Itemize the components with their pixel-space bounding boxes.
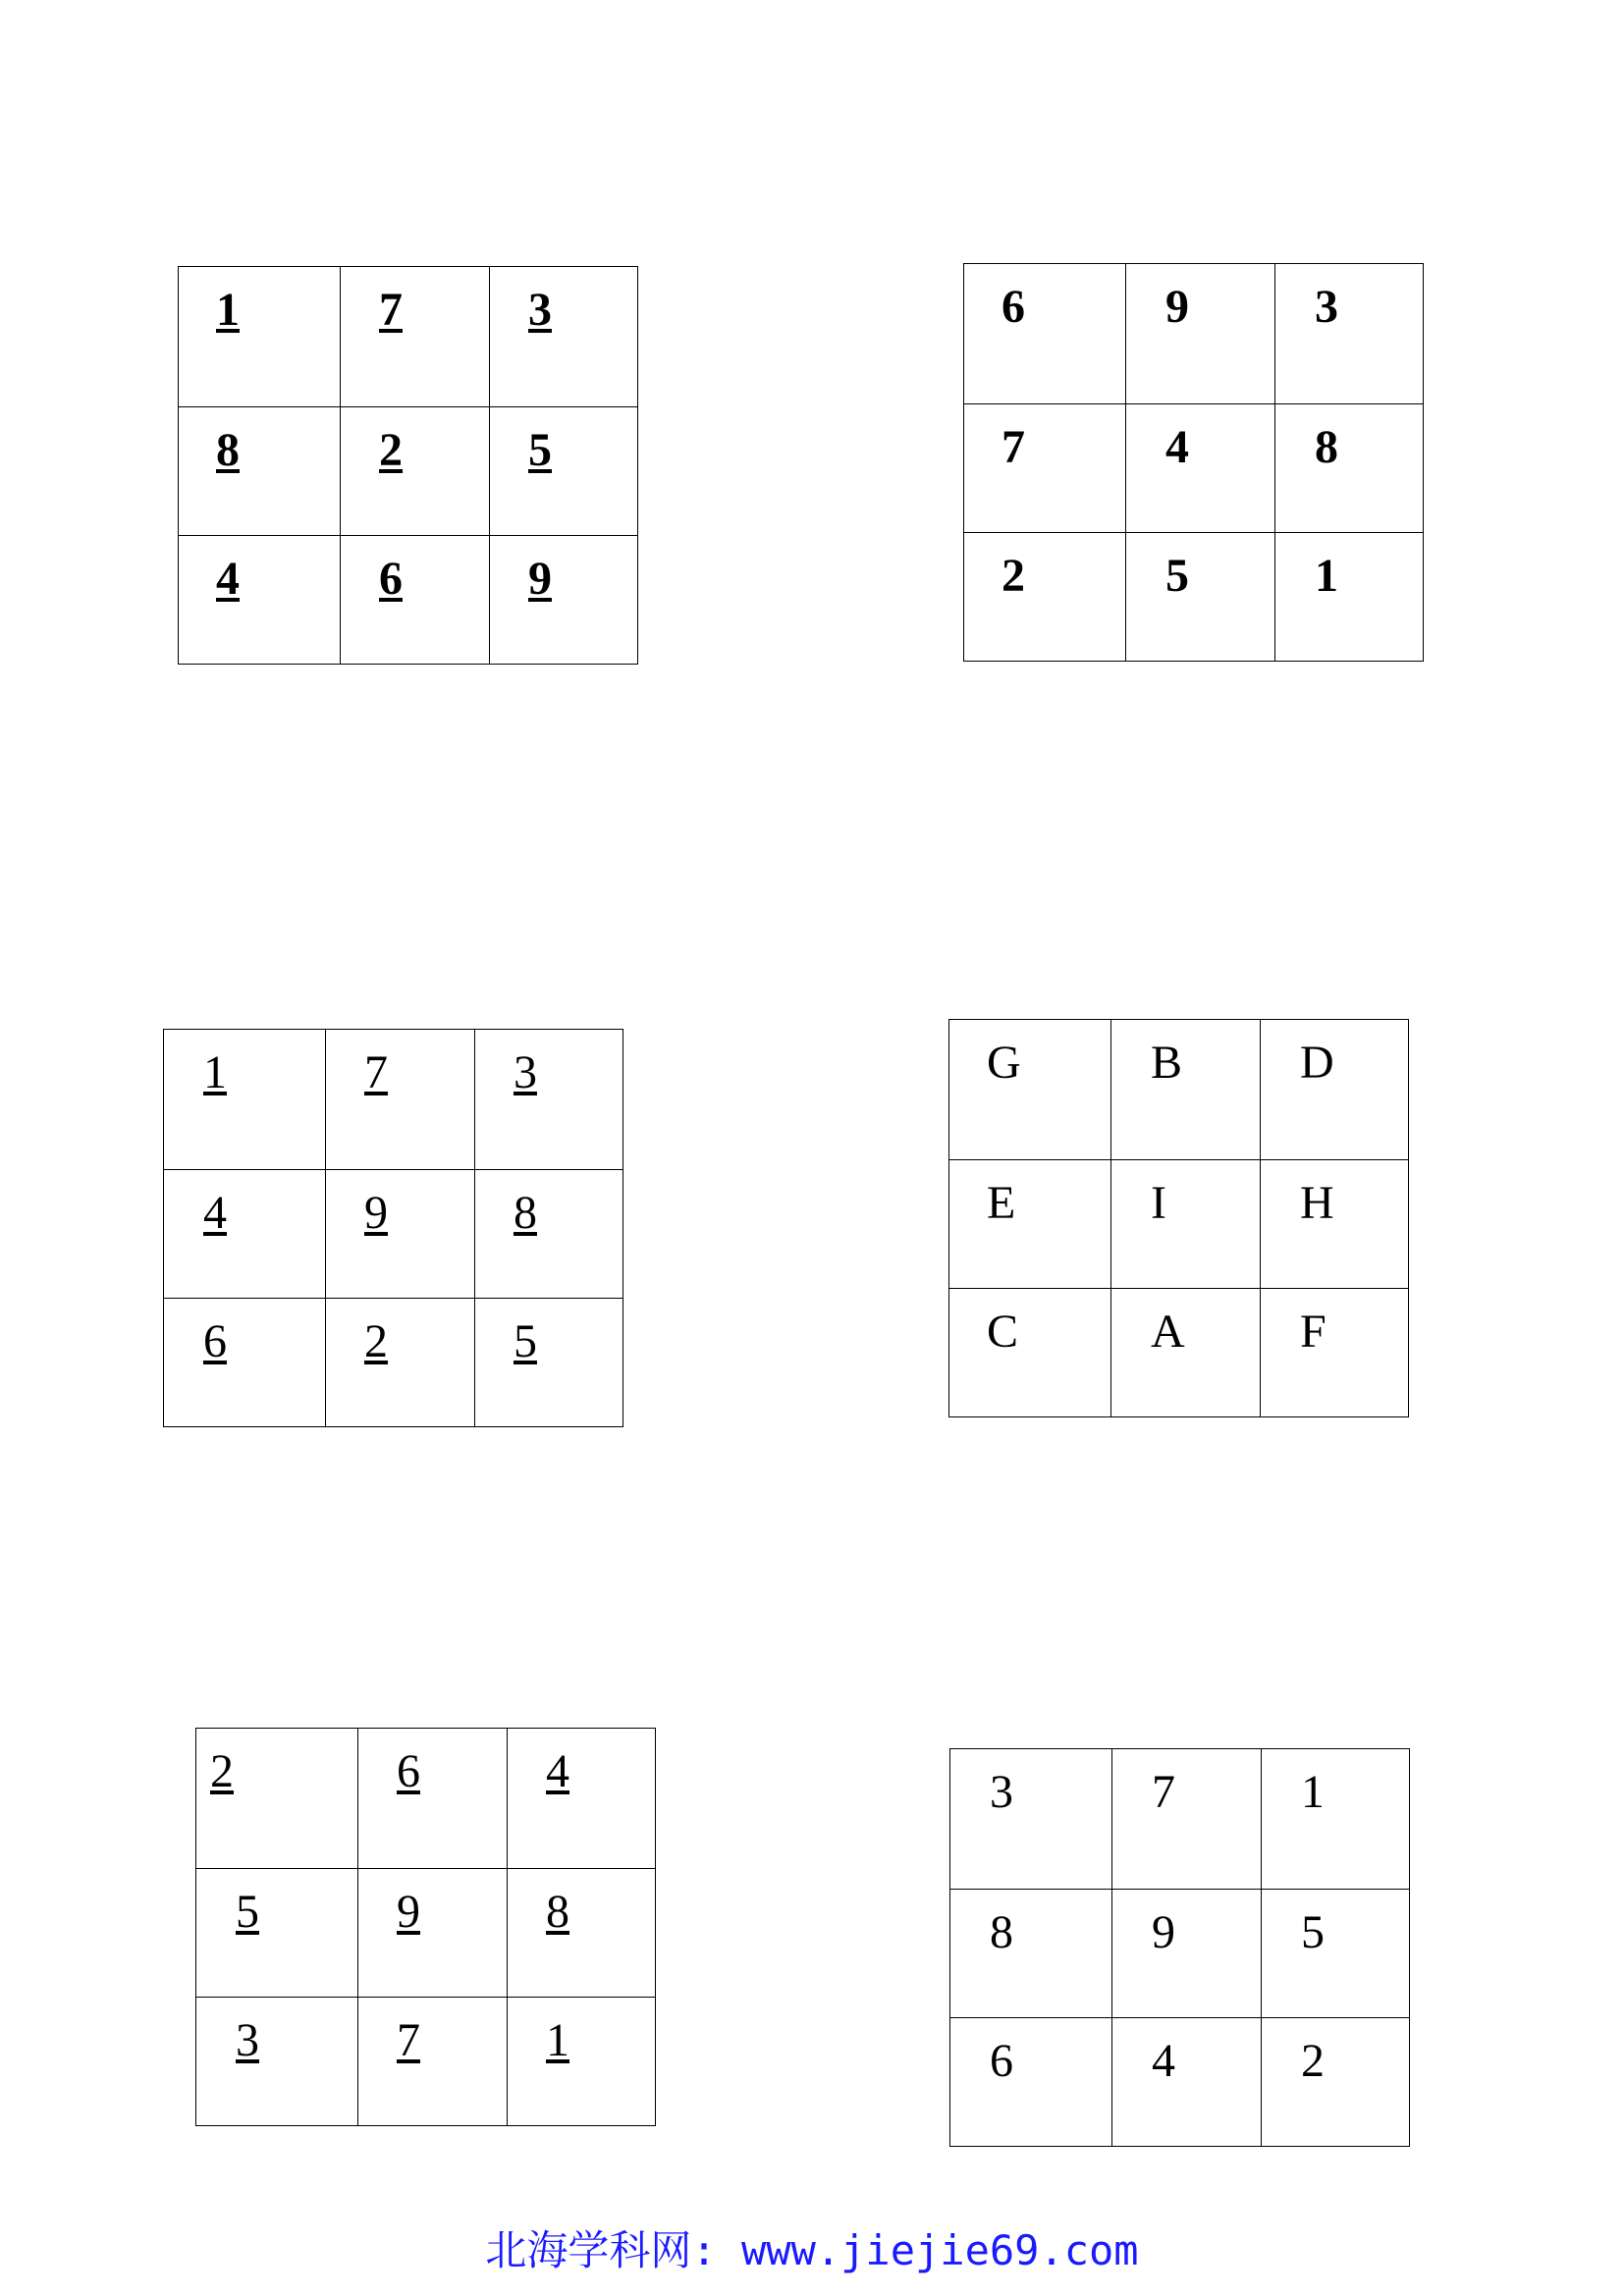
cell-value: 4 — [203, 1187, 227, 1239]
grid-cell — [1275, 404, 1424, 533]
grid-cell — [179, 407, 341, 536]
cell-value: 5 — [528, 424, 552, 476]
cell-value: 3 — [236, 2014, 259, 2066]
grid-cell — [950, 1749, 1112, 1890]
grid-cell — [490, 407, 638, 536]
grid-3 — [163, 1029, 623, 1427]
grid-row — [164, 1299, 623, 1427]
grid-cell — [341, 407, 490, 536]
cell-value: 2 — [364, 1315, 388, 1367]
cell-value: D — [1300, 1037, 1334, 1089]
grid-row — [950, 1749, 1410, 1890]
cell-value: I — [1151, 1177, 1166, 1229]
cell-value: 7 — [397, 2014, 420, 2066]
cell-value: 3 — [528, 284, 552, 336]
cell-value: 1 — [216, 284, 240, 336]
grid-cell — [164, 1170, 326, 1299]
cell-value: 6 — [990, 2035, 1013, 2087]
cell-value: 7 — [1001, 421, 1025, 473]
grid-row — [949, 1289, 1409, 1417]
cell-value: 4 — [216, 553, 240, 605]
grid-cell — [1262, 2018, 1410, 2147]
cell-value: 8 — [990, 1906, 1013, 1958]
grid-cell — [341, 267, 490, 407]
grid-cell — [358, 1729, 508, 1869]
cell-value: 5 — [514, 1315, 537, 1367]
grid-2 — [963, 263, 1424, 662]
grid-cell — [475, 1170, 623, 1299]
cell-value: 1 — [1315, 550, 1338, 602]
grid-cell — [1275, 264, 1424, 404]
cell-value: F — [1300, 1306, 1326, 1358]
cell-value: 2 — [1001, 550, 1025, 602]
grid-cell — [1261, 1289, 1409, 1417]
cell-value: 8 — [1315, 421, 1338, 473]
cell-value: 2 — [210, 1745, 234, 1797]
cell-value: 4 — [1152, 2035, 1175, 2087]
cell-value: 6 — [397, 1745, 420, 1797]
grid-cell — [964, 404, 1126, 533]
footer-watermark: 北海学科网: www.jiejie69.com — [485, 2226, 1139, 2274]
grid-6 — [949, 1748, 1410, 2147]
grid-row — [949, 1020, 1409, 1160]
grid-row — [949, 1160, 1409, 1289]
cell-value: 2 — [379, 424, 403, 476]
grid-row — [196, 1729, 656, 1869]
cell-value: 9 — [364, 1187, 388, 1239]
grid-cell — [326, 1299, 475, 1427]
cell-value: 5 — [1301, 1906, 1325, 1958]
grid-cell — [508, 1998, 656, 2126]
grid-cell — [164, 1299, 326, 1427]
cell-value: 1 — [1301, 1766, 1325, 1818]
cell-value: 4 — [546, 1745, 569, 1797]
cell-value: 9 — [528, 553, 552, 605]
cell-value: 3 — [1315, 281, 1338, 333]
cell-value: 5 — [236, 1886, 259, 1938]
cell-value: 3 — [990, 1766, 1013, 1818]
grid-4 — [948, 1019, 1409, 1417]
cell-value: G — [987, 1037, 1021, 1089]
grid-cell — [1262, 1749, 1410, 1890]
cell-value: 1 — [546, 2014, 569, 2066]
grid-cell — [179, 267, 341, 407]
grid-row — [950, 2018, 1410, 2147]
grid-cell — [1111, 1020, 1261, 1160]
grid-row — [950, 1890, 1410, 2018]
grid-cell — [964, 533, 1126, 662]
cell-value: 7 — [379, 284, 403, 336]
cell-value: H — [1300, 1177, 1334, 1229]
grid-cell — [326, 1030, 475, 1170]
grid-row — [164, 1030, 623, 1170]
grid-cell — [949, 1020, 1111, 1160]
grid-row — [179, 267, 638, 407]
grid-cell — [1261, 1020, 1409, 1160]
cell-value: 6 — [1001, 281, 1025, 333]
cell-value: 3 — [514, 1046, 537, 1098]
grid-cell — [1111, 1289, 1261, 1417]
grid-cell — [950, 1890, 1112, 2018]
grid-cell — [1112, 1890, 1262, 2018]
cell-value: 8 — [514, 1187, 537, 1239]
grid-cell — [358, 1998, 508, 2126]
cell-value: E — [987, 1177, 1016, 1229]
grid-cell — [1126, 533, 1275, 662]
grid-cell — [475, 1030, 623, 1170]
grid-cell — [1275, 533, 1424, 662]
grid-row — [964, 404, 1424, 533]
grid-cell — [1126, 264, 1275, 404]
grid-cell — [508, 1869, 656, 1998]
cell-value: 4 — [1165, 421, 1189, 473]
grid-cell — [326, 1170, 475, 1299]
cell-value: 7 — [364, 1046, 388, 1098]
grid-cell — [1126, 404, 1275, 533]
grid-cell — [196, 1998, 358, 2126]
grid-row — [964, 533, 1424, 662]
grid-cell — [179, 536, 341, 665]
grid-cell — [196, 1869, 358, 1998]
grid-cell — [164, 1030, 326, 1170]
cell-value: 8 — [546, 1886, 569, 1938]
cell-value: B — [1151, 1037, 1183, 1089]
grid-cell — [358, 1869, 508, 1998]
grid-cell — [196, 1729, 358, 1869]
grid-cell — [1111, 1160, 1261, 1289]
cell-value: 2 — [1301, 2035, 1325, 2087]
grid-cell — [950, 2018, 1112, 2147]
cell-value: 7 — [1152, 1766, 1175, 1818]
grid-row — [179, 536, 638, 665]
cell-value: 6 — [379, 553, 403, 605]
cell-value: 1 — [203, 1046, 227, 1098]
grid-cell — [341, 536, 490, 665]
cell-value: 8 — [216, 424, 240, 476]
cell-value: C — [987, 1306, 1019, 1358]
cell-value: 6 — [203, 1315, 227, 1367]
grid-cell — [490, 267, 638, 407]
cell-value: 9 — [397, 1886, 420, 1938]
grid-row — [196, 1998, 656, 2126]
grid-row — [196, 1869, 656, 1998]
cell-value: 9 — [1152, 1906, 1175, 1958]
grid-cell — [1262, 1890, 1410, 2018]
grid-cell — [1261, 1160, 1409, 1289]
cell-value: 5 — [1165, 550, 1189, 602]
grid-1 — [178, 266, 638, 665]
grid-row — [964, 264, 1424, 404]
grid-row — [164, 1170, 623, 1299]
grid-5 — [195, 1728, 656, 2126]
cell-value: A — [1151, 1306, 1185, 1358]
grid-cell — [949, 1160, 1111, 1289]
grid-cell — [508, 1729, 656, 1869]
grid-cell — [949, 1289, 1111, 1417]
grid-row — [179, 407, 638, 536]
cell-value: 9 — [1165, 281, 1189, 333]
grid-cell — [475, 1299, 623, 1427]
grid-cell — [1112, 2018, 1262, 2147]
grid-cell — [490, 536, 638, 665]
grid-cell — [964, 264, 1126, 404]
grid-cell — [1112, 1749, 1262, 1890]
